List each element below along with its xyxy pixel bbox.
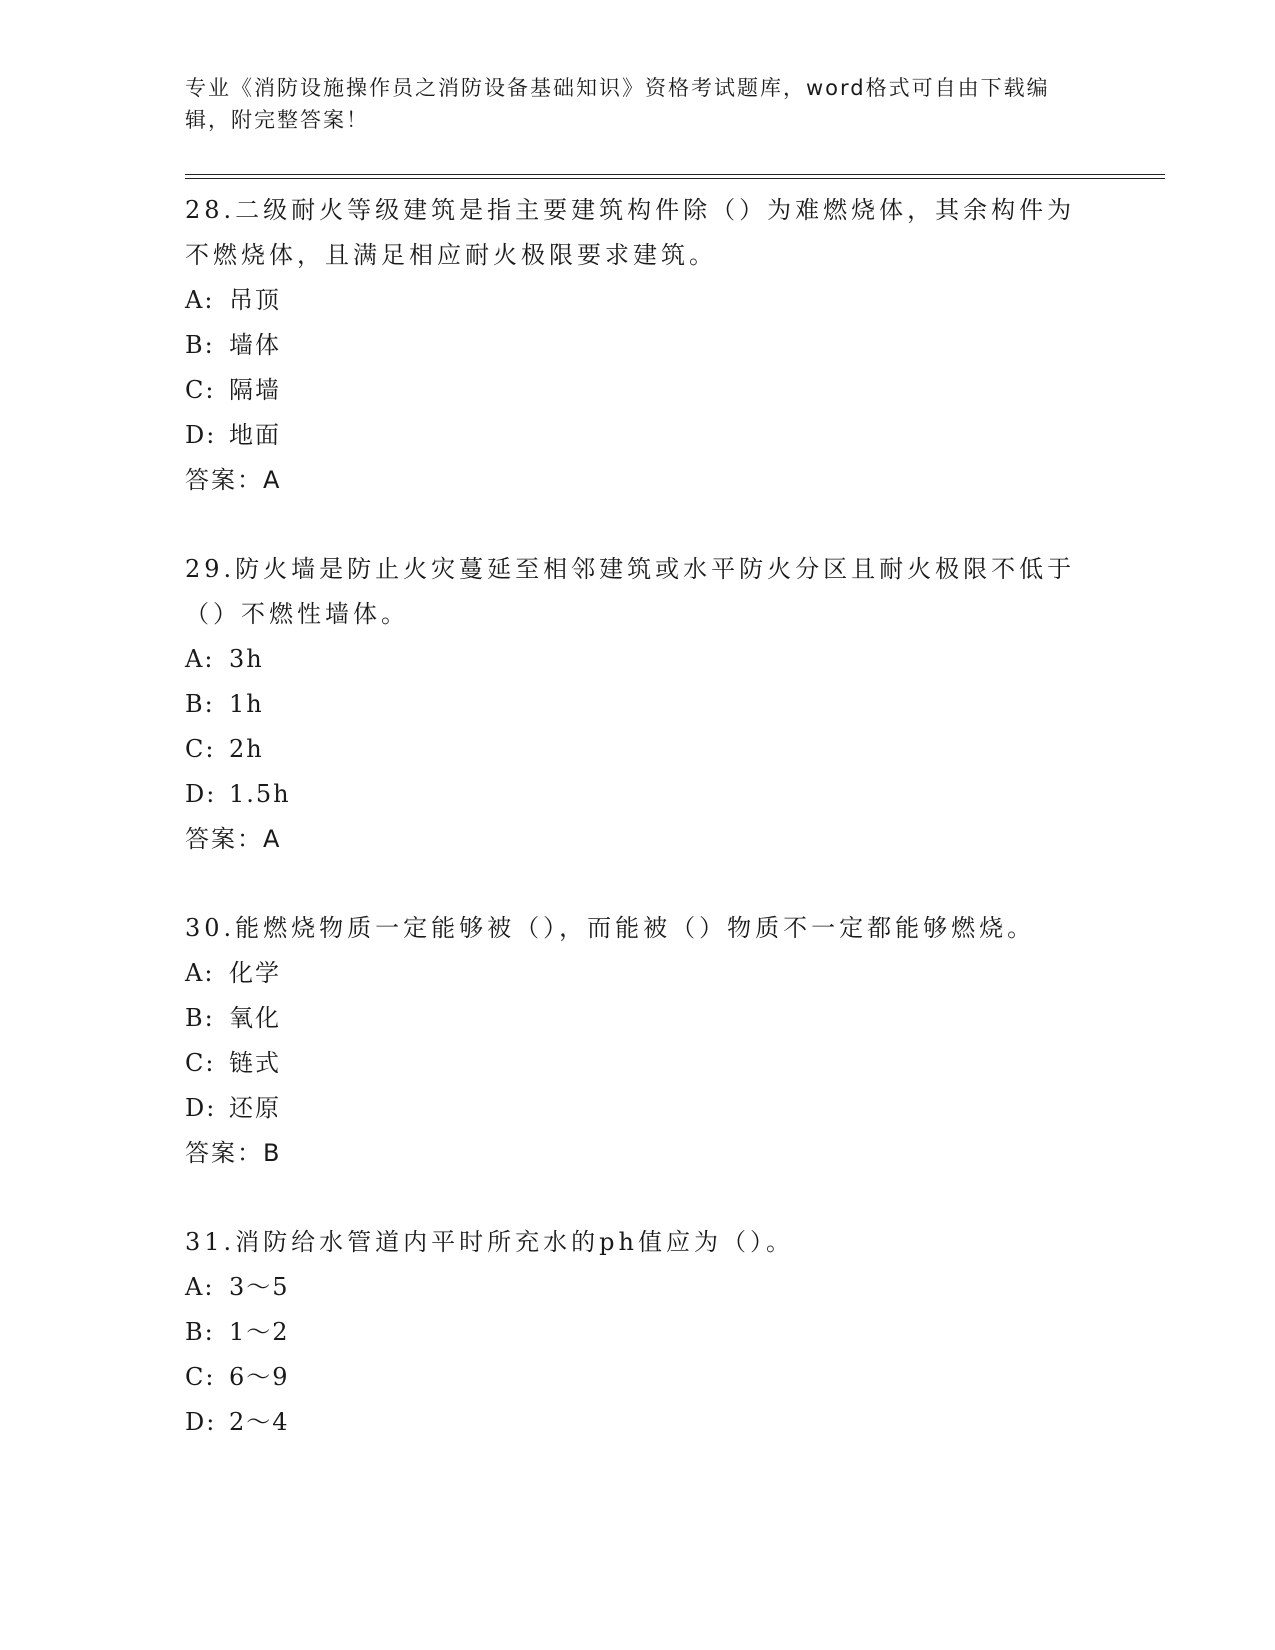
- option-a: [185, 951, 1165, 996]
- option-d: [185, 772, 1165, 817]
- option-c: [185, 368, 1165, 413]
- option-value: 隔墙: [229, 376, 281, 404]
- option-value: 1h: [229, 690, 264, 718]
- option-a: [185, 637, 1165, 682]
- option-value: 2～4: [229, 1408, 290, 1436]
- option-label: D:: [185, 780, 217, 808]
- option-value: 1～2: [229, 1318, 290, 1346]
- option-b: [185, 1310, 1165, 1355]
- option-label: C:: [185, 1363, 216, 1391]
- option-value: 还原: [229, 1094, 281, 1122]
- question-30: [185, 906, 1165, 1176]
- option-a: [185, 278, 1165, 323]
- option-label: C:: [185, 1049, 216, 1077]
- option-d: [185, 413, 1165, 458]
- option-label: A:: [185, 1273, 215, 1301]
- option-value: 1.5h: [229, 780, 291, 808]
- option-label: D:: [185, 1408, 217, 1436]
- question-text: 30.能燃烧物质一定能够被（），而能被（）物质不一定都能够燃烧。: [185, 914, 1036, 942]
- option-label: A:: [185, 645, 215, 673]
- question-text: 31.消防给水管道内平时所充水的ph值应为（）。: [185, 1228, 794, 1256]
- option-value: 吊顶: [229, 286, 281, 314]
- option-c: [185, 1041, 1165, 1086]
- option-value: 3h: [229, 645, 264, 673]
- option-d: [185, 1086, 1165, 1131]
- option-a: [185, 1265, 1165, 1310]
- option-d: [185, 1400, 1165, 1445]
- option-value: 3～5: [229, 1273, 290, 1301]
- option-label: B:: [185, 690, 215, 718]
- option-b: [185, 996, 1165, 1041]
- answer-line: 答案：B: [185, 1139, 282, 1167]
- option-label: B:: [185, 331, 215, 359]
- option-value: 链式: [229, 1049, 281, 1077]
- option-label: B:: [185, 1318, 215, 1346]
- document-page: [185, 72, 1165, 1445]
- option-label: C:: [185, 735, 216, 763]
- option-value: 氧化: [229, 1004, 281, 1032]
- question-28: [185, 188, 1165, 503]
- document-header: 专业《消防设施操作员之消防设备基础知识》资格考试题库，word格式可自由下载编辑，附完整答案！: [185, 76, 1050, 132]
- question-text: 28.二级耐火等级建筑是指主要建筑构件除（）为难燃烧体，其余构件为不燃烧体，且满足相应耐火极限要求建筑。: [185, 196, 1076, 269]
- option-label: A:: [185, 959, 215, 987]
- option-label: A:: [185, 286, 215, 314]
- option-c: [185, 1355, 1165, 1400]
- divider-line-bottom: [185, 178, 1165, 179]
- question-29: [185, 547, 1165, 862]
- option-label: D:: [185, 1094, 217, 1122]
- question-31: [185, 1220, 1165, 1445]
- option-b: [185, 323, 1165, 368]
- option-value: 化学: [229, 959, 281, 987]
- option-label: D:: [185, 421, 217, 449]
- option-c: [185, 727, 1165, 772]
- option-value: 2h: [229, 735, 264, 763]
- option-b: [185, 682, 1165, 727]
- option-label: C:: [185, 376, 216, 404]
- option-label: B:: [185, 1004, 215, 1032]
- header-divider: [185, 174, 1165, 179]
- answer-line: 答案：A: [185, 825, 282, 853]
- question-text: 29.防火墙是防止火灾蔓延至相邻建筑或水平防火分区且耐火极限不低于（）不燃性墙体。: [185, 555, 1076, 628]
- answer-line: 答案：A: [185, 466, 282, 494]
- option-value: 地面: [229, 421, 281, 449]
- option-value: 6～9: [229, 1363, 290, 1391]
- option-value: 墙体: [229, 331, 281, 359]
- divider-line-top: [185, 174, 1165, 175]
